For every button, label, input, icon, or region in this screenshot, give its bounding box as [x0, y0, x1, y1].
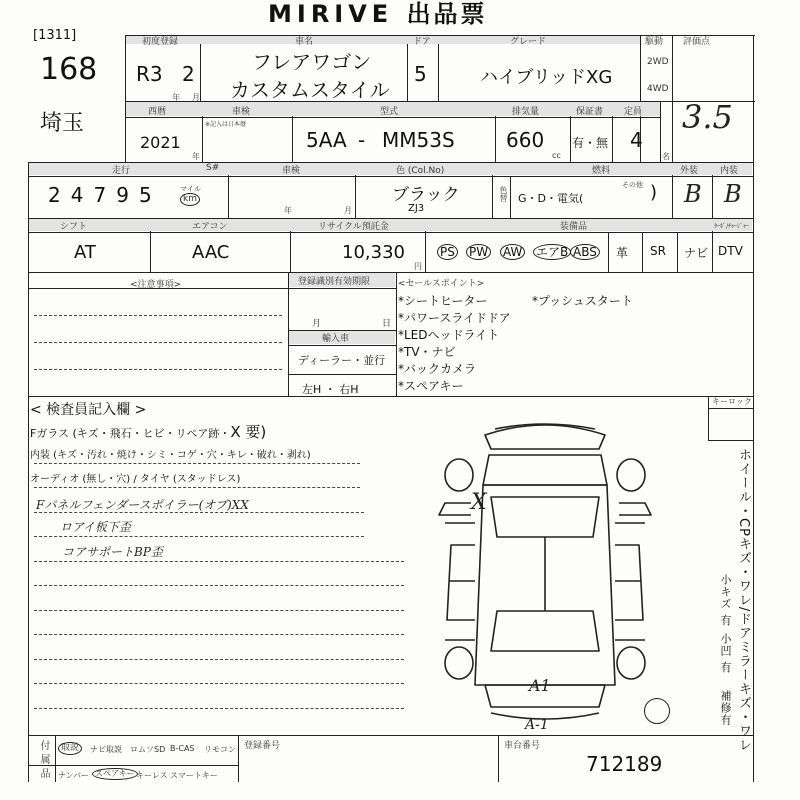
equipment-item-text: SR: [650, 244, 666, 258]
interior-grade: B: [724, 180, 742, 208]
inspector-title: < 検査員記入欄 >: [30, 402, 147, 418]
door-label: ドア: [413, 37, 431, 47]
accessory-item: リモコン: [204, 745, 236, 754]
grade: ハイブリッドXG: [480, 67, 613, 88]
glass-line: [30, 421, 266, 442]
damage-mark-x: X: [471, 490, 487, 515]
spare-tire-icon: [644, 698, 670, 724]
inspection-label: 車検: [232, 107, 251, 117]
equipment-item: [437, 244, 458, 260]
color-label: 色 (Col.No): [396, 166, 445, 176]
capacity-unit: 名: [662, 152, 670, 161]
color-name: ブラック: [392, 185, 460, 205]
chassis-number-label: 車台番号: [504, 741, 541, 751]
fuel-options: G・D・電気(: [518, 192, 584, 205]
mileage-digits: [48, 183, 162, 207]
color-repaint-label: 色替: [499, 186, 508, 202]
audio-line: オーディオ (無し・穴) / タイヤ (スタッドレス): [30, 474, 241, 485]
glass-text: Fガラス (キズ・飛石・ヒビ・リペア跡・: [30, 427, 231, 440]
key-lock-label: キーロック: [712, 397, 752, 406]
recycle-value: 10,330: [342, 242, 405, 263]
hood-outline: [483, 455, 607, 485]
accessory-item: スマートキー: [170, 771, 218, 780]
mileage-digit: 2: [48, 183, 71, 207]
drive-4wd: 4WD: [647, 84, 669, 94]
aircon-value: AAC: [192, 242, 230, 263]
wheel-front-left: [445, 459, 473, 491]
exterior-grade: B: [684, 180, 702, 208]
car-damage-diagram: [425, 415, 665, 735]
shift-label: シフト: [60, 222, 88, 232]
mileage-digit: 9: [116, 183, 139, 207]
mileage-label: 走行: [112, 166, 131, 176]
equipment-item-text: PS: [437, 244, 458, 260]
lot-number: 168: [40, 52, 98, 87]
equipment-item-text: PW: [466, 244, 491, 260]
glass-mark: X 要): [230, 423, 267, 441]
caution-label: <注意事項>: [130, 280, 182, 290]
warranty-label: 保証書: [576, 107, 604, 117]
brand-logo: MIRIVE: [268, 0, 394, 28]
western-year: 2021: [140, 133, 181, 152]
model-dash: -: [358, 128, 366, 152]
equipment-item-text: DTV: [718, 244, 743, 258]
car-name-line2: カスタムスタイル: [230, 78, 390, 102]
registration-number-label: 登録番号: [244, 741, 281, 751]
mileage-unit-km: [180, 193, 200, 206]
side-note-scratch: 小キズ 有: [719, 574, 732, 627]
inspection-date-label: 車検: [282, 166, 301, 176]
interior-line: 内装 (キズ・汚れ・焼け・シミ・コゲ・穴・キレ・破れ・剥れ): [30, 450, 311, 461]
fuel-label: 燃料: [592, 166, 611, 176]
sales-point: *スペアキー: [398, 379, 464, 393]
drive-2wd: 2WD: [647, 57, 669, 67]
inspection-month-unit: 月: [344, 206, 352, 215]
accessory-item: [92, 768, 138, 780]
accessory-label: 付属品: [38, 740, 49, 782]
accessory-item-text: 取説: [58, 742, 82, 755]
score-label: 評価点: [683, 37, 711, 47]
side-note-repair: 補修有: [719, 690, 732, 726]
capacity-label: 定員: [624, 107, 643, 117]
handwritten-note-3: コアサポートBP歪: [62, 545, 163, 559]
displacement-unit: cc: [552, 151, 561, 160]
wheel-rear-right: [617, 647, 645, 679]
color-code: ZJ3: [408, 203, 425, 214]
turbo-label: ﾀｰﾎﾞ/ﾁｬｰｼﾞｬｰ: [714, 223, 750, 230]
equipment-item: [533, 244, 571, 260]
interior-label: 内装: [720, 166, 739, 176]
displacement: 660: [506, 128, 545, 152]
sales-point: *LEDヘッドライト: [398, 328, 500, 342]
mileage-unit-mile: マイル: [180, 185, 201, 193]
handwritten-note-1: Fパネルフェンダースポイラー(オブ)XX: [36, 498, 249, 512]
car-name-label: 車名: [295, 37, 314, 47]
registration-month-unit: 月: [192, 93, 200, 102]
capacity: 4: [630, 128, 643, 152]
wheel-front-right: [617, 459, 645, 491]
western-year-label: 西暦: [148, 107, 167, 117]
accessory-item: [58, 742, 82, 755]
car-name-line1: フレアワゴン: [252, 50, 372, 74]
equipment-item-text: 革: [616, 246, 629, 260]
equipment-item-text: ナビ: [684, 246, 709, 260]
sales-point: *バックカメラ: [398, 362, 477, 376]
registration-era-year: R3: [136, 62, 163, 86]
import-handle: 左H ・ 右H: [302, 383, 359, 396]
exterior-label: 外装: [680, 166, 699, 176]
brand-title: [268, 0, 488, 29]
windshield-outline: [491, 497, 599, 537]
accessory-item: B-CAS: [170, 744, 195, 753]
equipment-item-text: AW: [500, 244, 525, 260]
sales-point-extra: *プッシュスタート: [532, 294, 633, 308]
warranty: 有・無: [572, 136, 609, 150]
sales-point: *シートヒーター: [398, 294, 488, 308]
inspection-year-unit: 年: [284, 206, 292, 215]
damage-mark-a1-below: A-1: [525, 717, 549, 733]
handwritten-note-2: ロアイ板下歪: [60, 520, 131, 534]
accessory-item: キーレス: [136, 771, 168, 780]
damage-mark-a1: A1: [529, 676, 551, 695]
lot-code: [1311]: [33, 28, 77, 43]
aircon-label: エアコン: [192, 222, 228, 232]
equipment-item: [616, 244, 628, 261]
fuel-other-label: その他: [622, 181, 643, 189]
shift-value: AT: [74, 242, 96, 263]
side-note-wheel: ホイール・CPキズ・ワレ/ドアミラーキズ・ワレ: [736, 448, 751, 753]
mileage-digit: 7: [93, 183, 117, 207]
equipment-item: [718, 244, 743, 258]
displacement-label: 排気量: [512, 107, 540, 117]
rear-window-outline: [491, 611, 599, 651]
inspection-note: ※記入は日本暦: [205, 121, 247, 128]
model-prefix: 5AA: [306, 128, 347, 152]
equipment-label: 装備品: [560, 222, 588, 232]
model-label: 型式: [380, 107, 399, 117]
recycle-label: リサイクル預託金: [318, 222, 389, 232]
recycle-unit: 円: [414, 262, 422, 271]
sheet-title: 出品票: [406, 0, 488, 28]
equipment-item: [500, 244, 525, 260]
accessory-item: ロムソSD: [130, 745, 166, 754]
doors: 5: [414, 62, 427, 86]
import-dealer: ディーラー・並行: [298, 354, 386, 367]
validity-day-unit: 日: [382, 319, 392, 329]
accessory-item-text: スペアキー: [92, 768, 138, 780]
grade-label: グレード: [510, 37, 547, 47]
accessory-item: ナンバー: [58, 771, 90, 780]
equipment-item: [650, 244, 666, 258]
equipment-item: [684, 244, 708, 261]
mileage-digit: 4: [70, 183, 94, 207]
mileage-digit: 5: [138, 183, 162, 207]
western-year-unit: 年: [192, 152, 200, 161]
fuel-close: ): [650, 182, 658, 203]
sales-point: *TV・ナビ: [398, 345, 456, 359]
score-value: 3.5: [682, 98, 733, 136]
sales-point: *パワースライドドア: [398, 311, 511, 325]
equipment-item-text: ABS: [570, 244, 600, 260]
region: 埼玉: [40, 111, 85, 136]
registration-year-unit: 年: [172, 93, 180, 102]
front-bumper-outline: [485, 425, 605, 449]
validity-month-unit: 月: [312, 319, 322, 329]
mileage-unit-km-text: km: [180, 193, 200, 206]
equipment-item: [570, 244, 600, 260]
equipment-item-text: エアB: [533, 244, 571, 260]
sales-points-label: <セールスポイント>: [398, 279, 485, 289]
import-label: 輸入車: [322, 334, 350, 344]
mileage-change-label: S#: [206, 163, 220, 173]
model-code: MM53S: [382, 128, 455, 152]
registration-label: 初度登録: [142, 37, 179, 47]
registration-month: 2: [182, 62, 195, 86]
drive-label: 駆動: [645, 37, 664, 47]
side-note-dent: 小凹 有: [719, 633, 732, 674]
equipment-item: [466, 244, 491, 260]
accessory-item: ナビ取説: [90, 745, 122, 754]
chassis-number: 712189: [586, 752, 663, 776]
registration-validity-label: 登録識別有効期限: [298, 277, 371, 287]
wheel-rear-left: [445, 647, 473, 679]
